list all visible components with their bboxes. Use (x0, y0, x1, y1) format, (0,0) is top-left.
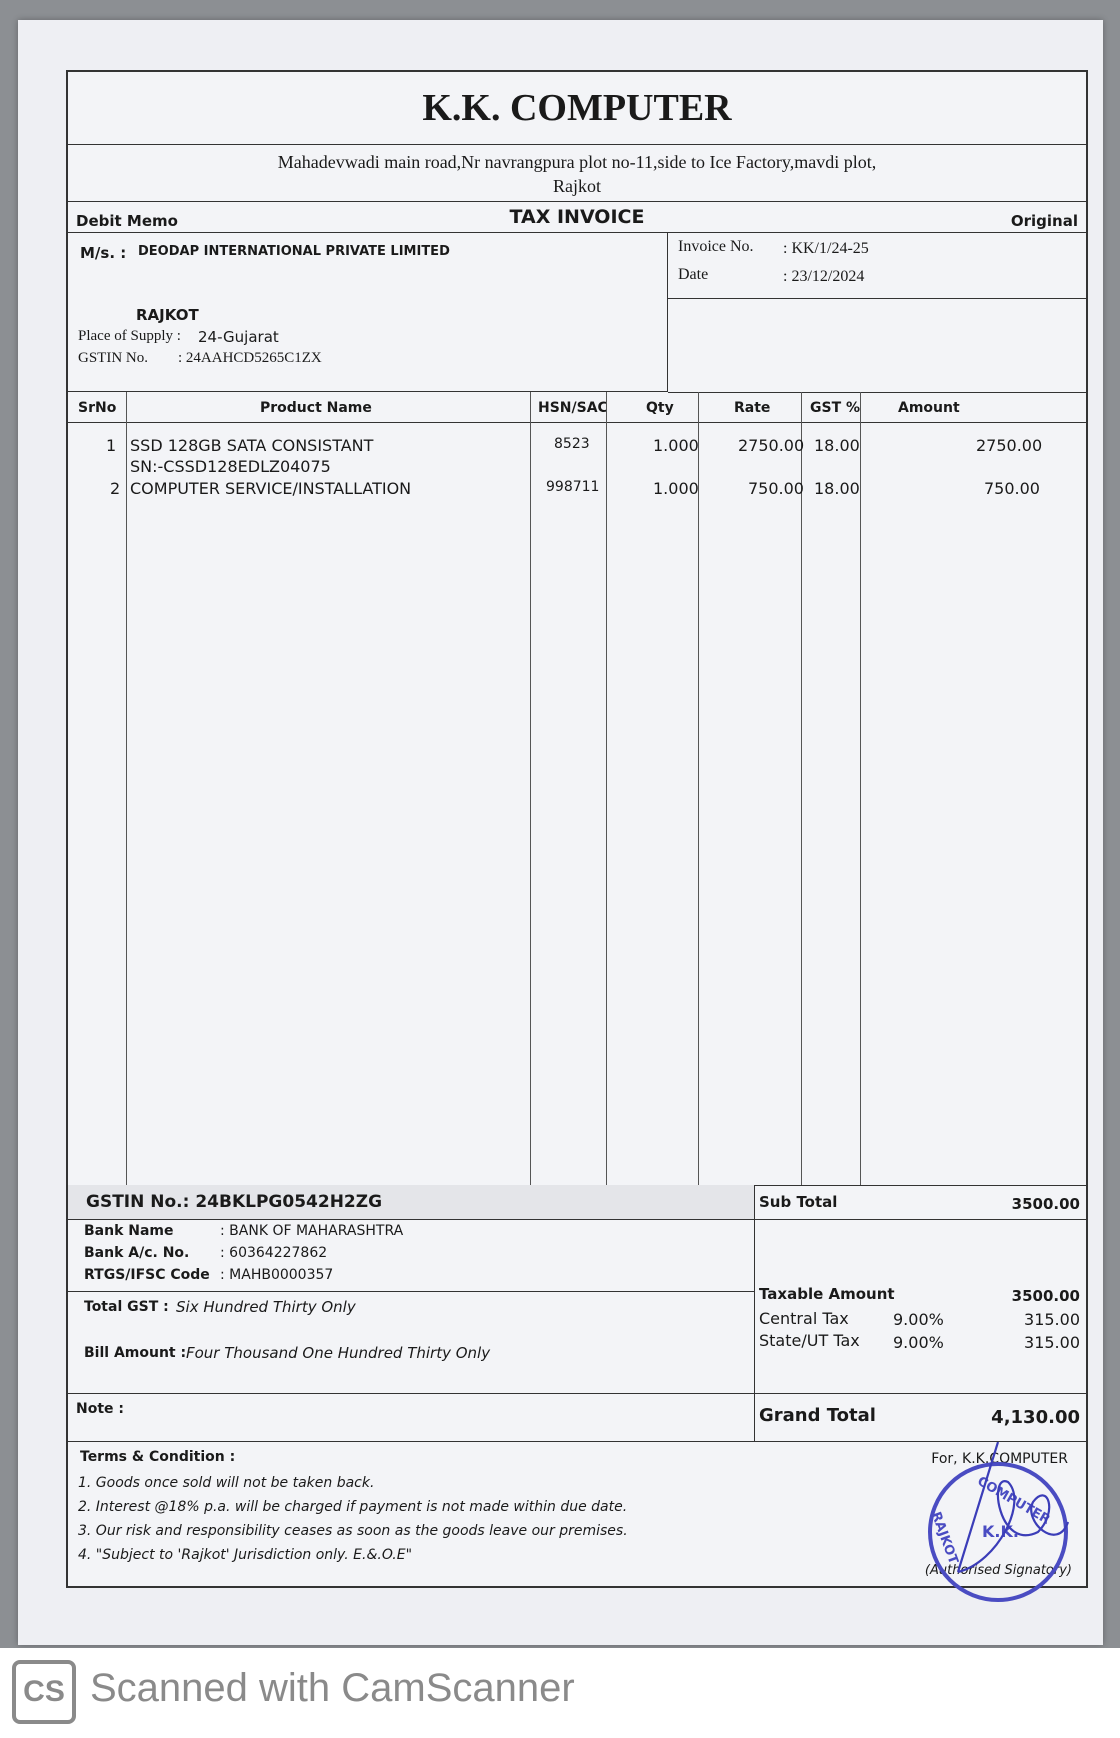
row-2-qty: 1.000 (653, 479, 699, 498)
col-divider (606, 392, 607, 1185)
state-tax-rate: 9.00% (893, 1333, 944, 1352)
scanner-watermark-bar (0, 1648, 1120, 1738)
header-amount: Amount (898, 400, 960, 416)
bank-ac-value: : 60364227862 (220, 1245, 328, 1261)
header-srno: SrNo (78, 400, 117, 416)
ms-label: M/s. : (80, 244, 127, 262)
address-line-1: Mahadevwadi main road,Nr navrangpura plot no-11,side to Ice Factory,mavdi plot, (277, 152, 877, 172)
invoice-no-label: Invoice No. (678, 238, 754, 255)
place-of-supply-label: Place of Supply : (78, 328, 181, 344)
central-tax-label: Central Tax (759, 1309, 849, 1328)
shop-header (68, 72, 1086, 145)
col-divider (698, 392, 699, 1185)
header-qty: Qty (646, 400, 674, 416)
row-2-srno: 2 (110, 479, 121, 498)
invoice-frame (66, 70, 1088, 1588)
bank-ac-label: Bank A/c. No. (84, 1245, 190, 1261)
grand-total-label: Grand Total (759, 1405, 876, 1426)
col-divider (860, 392, 861, 1185)
terms-item: 3. Our risk and responsibility ceases as soon as the goods leave our premises. (78, 1523, 628, 1539)
total-gst-label: Total GST : (84, 1299, 169, 1315)
row-2-hsn: 998711 (546, 479, 600, 495)
row-1-name: SSD 128GB SATA CONSISTANT (130, 436, 374, 455)
row-2-amount: 750.00 (984, 479, 1040, 498)
terms-item: 4. "Subject to 'Rajkot' Jurisdiction only. E.&.O.E" (78, 1547, 413, 1563)
party-details (68, 232, 668, 392)
ifsc-label: RTGS/IFSC Code (84, 1267, 210, 1283)
row-1-rate: 2750.00 (738, 436, 805, 455)
authorised-signatory: (Authorised Signatory) (924, 1563, 1072, 1578)
row-2-name: COMPUTER SERVICE/INSTALLATION (130, 479, 412, 498)
stamp-center-text: K.K. (982, 1522, 1019, 1541)
total-gst-words: Six Hundred Thirty Only (176, 1298, 356, 1316)
original-label: Original (1010, 212, 1078, 230)
title-row (68, 202, 1086, 233)
debit-memo-label: Debit Memo (76, 212, 178, 230)
seller-gstin-text: GSTIN No.: 24BKLPG0542H2ZG (86, 1192, 383, 1212)
note-section (68, 1393, 754, 1442)
grand-total-top-border (754, 1393, 1086, 1394)
gstin-value: : 24AAHCD5265C1ZX (178, 350, 322, 366)
header-rate: Rate (734, 400, 771, 416)
state-tax-label: State/UT Tax (759, 1331, 860, 1350)
tax-invoice-title: TAX INVOICE (509, 206, 645, 228)
table-header (68, 392, 1086, 423)
bank-details (68, 1219, 754, 1292)
stamp-left-text: RAJKOT (927, 1510, 961, 1567)
paper-sheet (18, 20, 1103, 1645)
terms-item: 1. Goods once sold will not be taken back. (78, 1475, 375, 1491)
terms-item: 2. Interest @18% p.a. will be charged if payment is not made within due date. (78, 1499, 628, 1515)
taxable-amount-value: 3500.00 (1011, 1287, 1080, 1305)
bill-amount-words: Four Thousand One Hundred Thirty Only (186, 1344, 491, 1362)
header-hsn: HSN/SAC (538, 400, 608, 416)
central-tax-rate: 9.00% (893, 1310, 944, 1329)
header-gst: GST % (810, 400, 861, 416)
note-label: Note : (76, 1401, 124, 1417)
col-divider (530, 392, 531, 1185)
row-2-rate: 750.00 (748, 479, 804, 498)
shop-name: K.K. COMPUTER (422, 87, 732, 129)
row-1-srno: 1 (106, 436, 117, 455)
stamp-top-text: COMPUTER (974, 1474, 1053, 1528)
camscanner-text: Scanned with CamScanner (90, 1666, 575, 1710)
sub-total-value: 3500.00 (1011, 1195, 1080, 1213)
col-divider (801, 392, 802, 1185)
grand-total-value: 4,130.00 (991, 1407, 1080, 1428)
gstin-label: GSTIN No. (78, 350, 148, 366)
header-product-name: Product Name (260, 400, 372, 416)
seller-gstin (68, 1185, 754, 1220)
invoice-meta (668, 232, 1086, 299)
amount-in-words (68, 1291, 754, 1394)
row-1-serial: SN:-CSSD128EDLZ04075 (130, 457, 331, 476)
signature-scribble (938, 1442, 1078, 1592)
bank-name-value: : BANK OF MAHARASHTRA (220, 1223, 404, 1239)
state-tax-value: 315.00 (1024, 1333, 1080, 1352)
invoice-meta-blank (668, 298, 1086, 393)
central-tax-value: 315.00 (1024, 1310, 1080, 1329)
shop-address (68, 144, 1086, 202)
row-1-qty: 1.000 (653, 436, 699, 455)
bank-name-label: Bank Name (84, 1223, 174, 1239)
party-name: DEODAP INTERNATIONAL PRIVATE LIMITED (138, 244, 450, 259)
date-value: : 23/12/2024 (783, 268, 865, 285)
row-1-gst: 18.00 (814, 436, 860, 455)
invoice-no-value: : KK/1/24-25 (783, 240, 869, 257)
terms-title: Terms & Condition : (80, 1449, 236, 1465)
bill-amount-label: Bill Amount : (84, 1345, 187, 1361)
sub-total-label: Sub Total (759, 1193, 838, 1211)
for-company-line: For, K.K.COMPUTER (931, 1451, 1068, 1467)
sub-total-divider (755, 1219, 1086, 1220)
totals-panel (754, 1185, 1086, 1441)
taxable-amount-label: Taxable Amount (759, 1285, 895, 1303)
row-1-amount: 2750.00 (976, 436, 1043, 455)
address-line-2: Rajkot (553, 176, 601, 196)
place-of-supply-value: 24-Gujarat (198, 328, 279, 346)
camscanner-logo-icon: CS (12, 1660, 76, 1724)
row-1-hsn: 8523 (554, 436, 590, 452)
col-divider (126, 392, 127, 1185)
row-2-gst: 18.00 (814, 479, 860, 498)
ifsc-value: : MAHB0000357 (220, 1267, 334, 1283)
party-city: RAJKOT (136, 306, 199, 324)
date-label: Date (678, 266, 709, 283)
